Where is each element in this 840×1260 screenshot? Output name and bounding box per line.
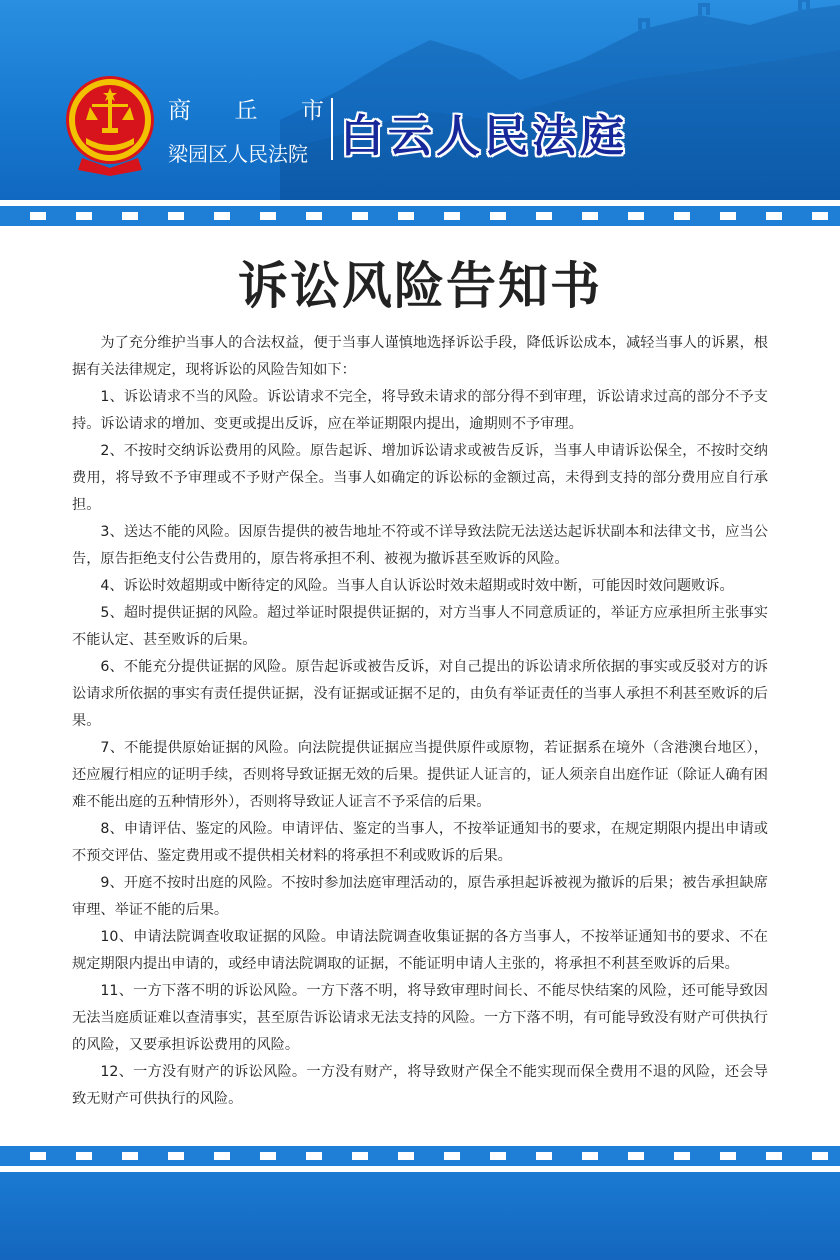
- top-stripe-border: [0, 206, 840, 226]
- district-court-name: 梁园区人民法院: [168, 142, 308, 166]
- risk-item-2: 2、不按时交纳诉讼费用的风险。原告起诉、增加诉讼请求或被告反诉，当事人申请诉讼保全，不按时交纳费用，将导致不予审理或不予财产保全。当事人如确定的诉讼标的金额过高，未得到支持的部分费用应自行承担。: [72, 443, 768, 513]
- risk-item-9: 9、开庭不按时出庭的风险。不按时参加法庭审理活动的，原告承担起诉被视为撤诉的后果；被告承担缺席审理、举证不能的后果。: [72, 875, 768, 918]
- city-name: [168, 92, 324, 125]
- header-banner: [0, 0, 840, 200]
- bottom-stripe-border: [0, 1146, 840, 1166]
- risk-item-5: 5、超时提供证据的风险。超过举证时限提供证据的，对方当事人不同意质证的，举证方应承担所主张事实不能认定、甚至败诉的后果。: [72, 605, 768, 648]
- intro-paragraph: 为了充分维护当事人的合法权益，便于当事人谨慎地选择诉讼手段，降低诉讼成本，减轻当事人的诉累，根据有关法律规定，现将诉讼的风险告知如下：: [72, 335, 768, 378]
- risk-item-8: 8、申请评估、鉴定的风险。申请评估、鉴定的当事人，不按举证通知书的要求，在规定期限内提出申请或不预交评估、鉴定费用或不提供相关材料的将承担不利或败诉的后果。: [72, 821, 768, 864]
- footer-band: [0, 1172, 840, 1260]
- city-char: 市: [301, 98, 324, 124]
- court-name: 白云人民法庭: [340, 111, 628, 162]
- city-char: 丘: [234, 98, 258, 124]
- risk-item-11: 11、一方下落不明的诉讼风险。一方下落不明，将导致审理时间长、不能尽快结案的风险，还可能导致因无法当庭质证难以查清事实，甚至原告诉讼请求无法支持的风险。一方下落不明，有可能导致没有财产可供执行的风险，又要承担诉讼费用的风险。: [72, 983, 768, 1053]
- risk-item-7: 7、不能提供原始证据的风险。向法院提供证据应当提供原件或原物，若证据系在境外（含港澳台地区），还应履行相应的证明手续，否则将导致证据无效的后果。提供证人证言的，证人须亲自出庭作证（除证人确有困难不能出庭的五种情形外），否则将导致证人证言不予采信的后果。: [72, 740, 768, 810]
- risk-item-12: 12、一方没有财产的诉讼风险。一方没有财产，将导致财产保全不能实现而保全费用不退的风险，还会导致无财产可供执行的风险。: [72, 1064, 768, 1107]
- risk-item-1: 1、诉讼请求不当的风险。诉讼请求不完全，将导致未请求的部分得不到审理，诉讼请求过高的部分不予支持。诉讼请求的增加、变更或提出反诉，应在举证期限内提出，逾期则不予审理。: [72, 389, 768, 432]
- header-divider: [331, 98, 333, 160]
- risk-item-10: 10、申请法院调查收取证据的风险。申请法院调查收集证据的各方当事人，不按举证通知书的要求、不在规定期限内提出申请的，或经申请法院调取的证据，不能证明申请人主张的，将承担不利甚至败诉的后果。: [72, 929, 768, 972]
- risk-item-6: 6、不能充分提供证据的风险。原告起诉或被告反诉，对自己提出的诉讼请求所依据的事实或反驳对方的诉讼请求所依据的事实有责任提供证据，没有证据或证据不足的，由负有举证责任的当事人承担不利甚至败诉的后果。: [72, 659, 768, 729]
- notice-title: 诉讼风险告知书: [238, 257, 602, 315]
- city-char: 商: [168, 98, 191, 124]
- notice-body: [72, 330, 768, 1113]
- court-emblem-icon: [62, 74, 158, 176]
- risk-item-4: 4、诉讼时效超期或中断待定的风险。当事人自认诉讼时效未超期或时效中断，可能因时效问题败诉。: [100, 578, 734, 594]
- risk-item-3: 3、送达不能的风险。因原告提供的被告地址不符或不详导致法院无法送达起诉状副本和法律文书，应当公告，原告拒绝支付公告费用的，原告将承担不利、被视为撤诉甚至败诉的风险。: [72, 524, 768, 567]
